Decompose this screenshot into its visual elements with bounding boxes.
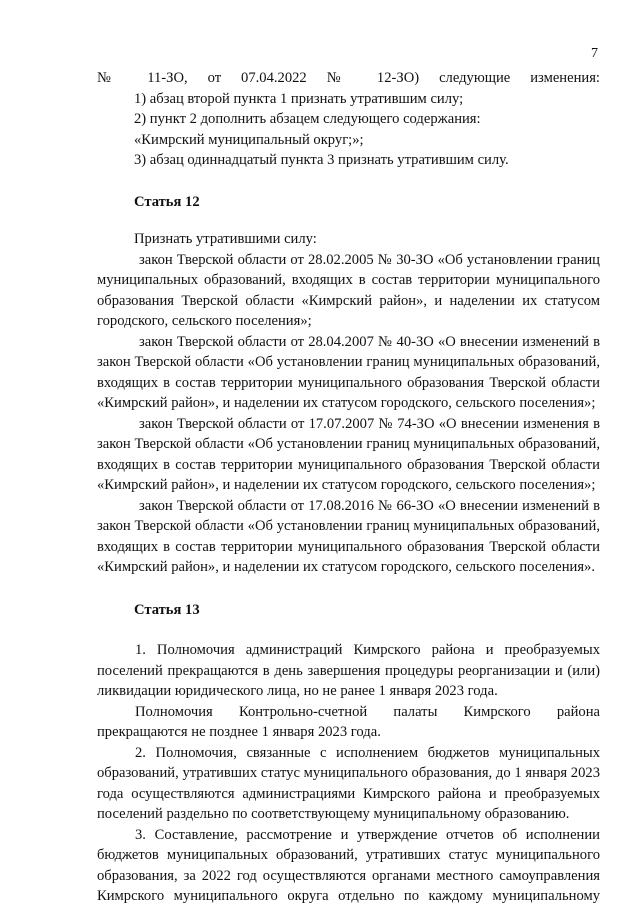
article-12-heading: Статья 12 (134, 193, 200, 210)
article-13-heading: Статья 13 (134, 601, 200, 618)
intro-item-3: «Кимрский муниципальный округ;»; (134, 131, 364, 148)
article-12-law-1: закон Тверской области от 28.02.2005 № 30-ЗО «Об установлении границ муниципальных образований, входящих в состав территории муниципального образования Тверской области «Кимрский район», и наделении их статусом городского, сельского поселения»; (97, 251, 600, 329)
article-12-law-2: закон Тверской области от 28.04.2007 № 40-ЗО «О внесении изменений в закон Тверской области «Об установлении границ муниципальных образований, входящих в состав территории муниципального образования Тверской области «Кимрский район», и наделении их статусом городского, сельского поселения»; (97, 333, 600, 411)
intro-item-4: 3) абзац одиннадцатый пункта 3 признать утратившим силу. (134, 152, 509, 168)
article-12-lead: Признать утратившими силу: (134, 231, 317, 247)
intro-item-2: 2) пункт 2 дополнить абзацем следующего содержания: (134, 111, 481, 127)
article-13-para-1: 1. Полномочия администраций Кимрского района и преобразуемых поселений прекращаются в день завершения процедуры реорганизации и (или) ликвидации юридического лица, но не ранее 1 января 2023 года. (97, 642, 600, 699)
article-12-law-3: закон Тверской области от 17.07.2007 № 74-ЗО «О внесении изменения в закон Тверской области «Об установлении границ муниципальных образований, входящих в состав территории муниципального образования Тверской области «Кимрский район», и наделении их статусом городского, сельского поселения»; (97, 415, 600, 493)
document-body (97, 68, 600, 907)
intro-item-1: 1) абзац второй пункта 1 признать утратившим силу; (134, 90, 464, 107)
article-13-para-3: 3. Составление, рассмотрение и утверждение отчетов об исполнении бюджетов муниципальных образований, утративших статус муниципального образования, за 2022 год осуществляются органами местного самоуправления Кимрского муниципального округа отдельно по каждому муниципальному (97, 826, 600, 904)
intro-continuation: № 11-ЗО, от 07.04.2022 № 12-ЗО) следующие изменения: (97, 70, 600, 86)
article-13-para-2: 2. Полномочия, связанные с исполнением бюджетов муниципальных образований, утративших статус муниципального образования, до 1 января 2023 года осуществляются администрациями Кимрского района и преобразуемых поселений раздельно по соответствующему муниципальному образованию. (97, 744, 600, 822)
article-13-para-1b-line-1: Полномочия Контрольно-счетной палаты Кимрского района (135, 703, 600, 720)
article-12-law-4: закон Тверской области от 17.08.2016 № 66-ЗО «О внесении изменений в закон Тверской области «Об установлении границ муниципальных образований, входящих в состав территории муниципального образования Тверской области «Кимрский район», и наделении их статусом городского, сельского поселения». (97, 497, 600, 575)
page-number: 7 (591, 46, 598, 61)
article-13-para-1b-line-2: прекращаются не позднее 1 января 2023 года. (97, 724, 381, 740)
